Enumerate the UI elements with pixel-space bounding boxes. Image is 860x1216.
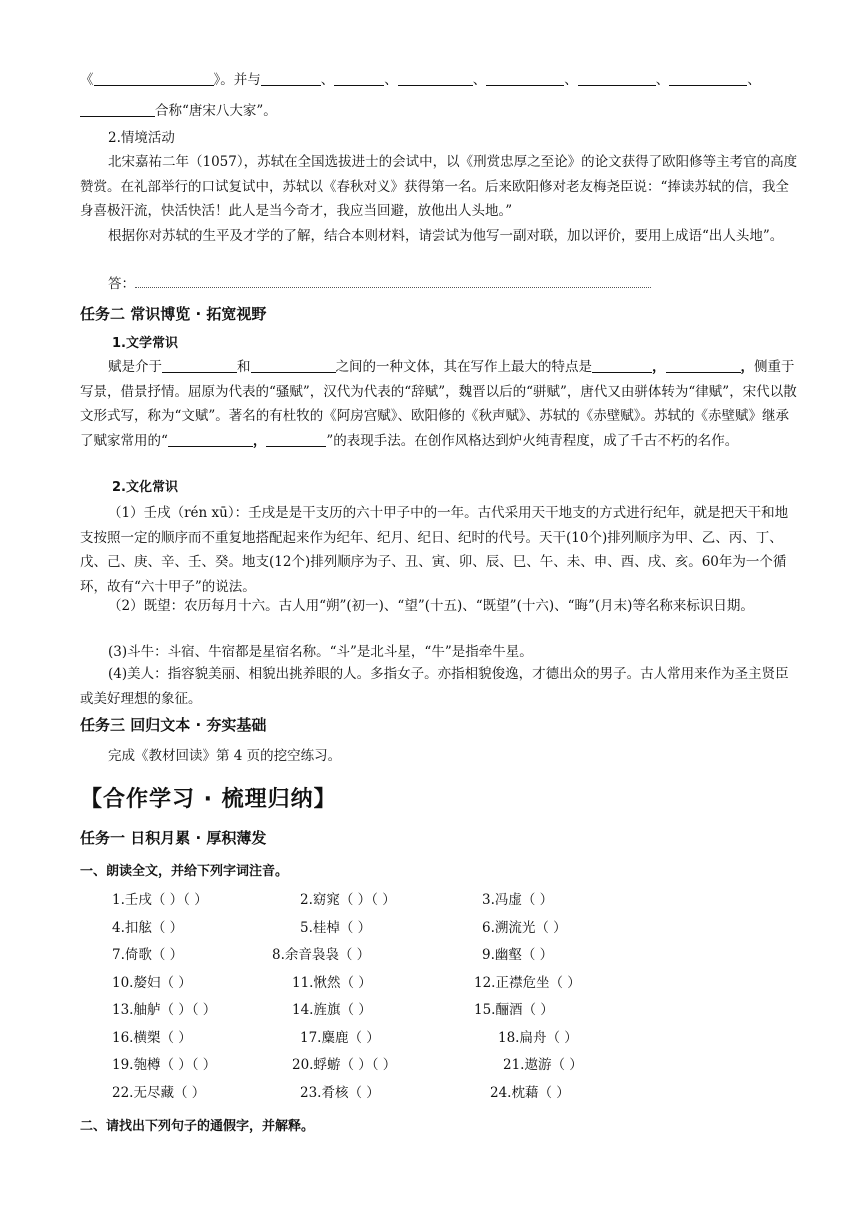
- fill-blank[interactable]: [94, 71, 214, 86]
- vocab-item[interactable]: 4.扣舷（ ）: [112, 920, 184, 936]
- fill-blank[interactable]: [486, 71, 564, 86]
- fill-blank[interactable]: [266, 432, 326, 447]
- fill-blank[interactable]: [592, 358, 652, 373]
- fill-blank[interactable]: [398, 71, 473, 86]
- task2-title: 任务二 常识博览 · 拓宽视野: [80, 305, 267, 323]
- vocab-item[interactable]: 22.无尽藏（ ）: [112, 1085, 206, 1101]
- fill-blank[interactable]: [334, 71, 384, 86]
- vocab-item[interactable]: 20.蜉蝣（ ）（ ）: [292, 1057, 397, 1073]
- fill-blank[interactable]: [669, 71, 747, 86]
- fill-blank[interactable]: [578, 71, 656, 86]
- task3-text: 完成《教材回读》第 4 页的挖空练习。: [108, 748, 342, 764]
- question-2: 二、请找出下列句子的通假字，并解释。: [80, 1119, 315, 1134]
- vocab-item[interactable]: 12.正襟危坐（ ）: [474, 975, 581, 991]
- vocab-item[interactable]: 15.酾酒（ ）: [474, 1002, 554, 1018]
- vocab-item[interactable]: 1.壬戌（ ）（ ）: [112, 892, 208, 908]
- literature-heading: 1.文学常识: [112, 336, 178, 351]
- vocab-item[interactable]: 21.遨游（ ）: [503, 1057, 583, 1073]
- situation-paragraph-2: 根据你对苏轼的生平及才学的了解，结合本则材料，请尝试为他写一副对联，加以评价，要用上成语“出人头地”。: [108, 228, 784, 244]
- answer-blank[interactable]: [135, 275, 651, 288]
- culture-item-1: （1）壬戌（rén xū）：壬戌是是干支历的六十甲子中的一年。古代采用天干地支的方式进行纪年，就是把天干和地支按照一定的顺序而不重复地搭配起来作为纪年、纪月、纪日、纪时的代号。天干(10个)排列顺序为甲、乙、丙、丁、戊、己、庚、辛、壬、癸。地支(12个)排列顺序为子、丑、寅、卯、辰、巳、午、未、申、酉、戌、亥。60年为一个循环，故有“六十甲子”的说法。: [80, 505, 789, 595]
- vocab-item[interactable]: 17.麋鹿（ ）: [300, 1030, 380, 1046]
- culture-item-4: (4)美人：指容貌美丽、相貌出挑养眼的人。多指女子。亦指相貌俊逸，才德出众的男子。古人常用来作为圣主贤臣或美好理想的象征。: [80, 666, 789, 707]
- vocab-item[interactable]: 7.倚歌（ ）: [112, 947, 184, 963]
- vocab-item[interactable]: 2.窈窕（ ）（ ）: [300, 892, 396, 908]
- coop-task1-title: 任务一 日积月累 · 厚积薄发: [80, 829, 267, 847]
- situation-paragraph-1: 北宋嘉祐二年（1057），苏轼在全国选拔进士的会试中，以《刑赏忠厚之至论》的论文获得了欧阳修等主考官的高度赞赏。在礼部举行的口试复试中，苏轼以《春秋对义》获得第一名。后来欧阳修对老友梅尧臣说：“捧读苏轼的信，我全身喜极汗流，快活快活！此人是当今奇才，我应当回避，放他出人头地。”: [80, 154, 798, 219]
- intro-line-2: 合称“唐宋八大家”。: [80, 99, 800, 124]
- culture-item-2: （2）既望：农历每月十六。古人用“朔”(初一)、“望”(十五)、“既望”(十六)、“晦”(月末)等名称来标识日期。: [108, 598, 754, 614]
- fill-blank[interactable]: [261, 71, 321, 86]
- fill-blank[interactable]: [168, 432, 253, 447]
- vocab-item[interactable]: 11.愀然（ ）: [292, 975, 372, 991]
- fill-blank[interactable]: [80, 102, 155, 117]
- vocab-item[interactable]: 13.舳舻（ ）（ ）: [112, 1002, 217, 1018]
- vocab-item[interactable]: 5.桂棹（ ）: [300, 920, 372, 936]
- fill-blank[interactable]: [251, 358, 336, 373]
- fill-blank[interactable]: [666, 358, 741, 373]
- vocab-item[interactable]: 10.嫠妇（ ）: [112, 975, 192, 991]
- vocab-item[interactable]: 8.余音袅袅（ ）: [272, 947, 371, 963]
- question-1: 一、朗读全文，并给下列字词注音。: [80, 864, 289, 879]
- culture-item-3: (3)斗牛：斗宿、牛宿都是星宿名称。“斗”是北斗星，“牛”是指牵牛星。: [108, 644, 533, 660]
- answer-line: 答：: [80, 272, 800, 297]
- vocab-item[interactable]: 14.旌旗（ ）: [292, 1002, 372, 1018]
- vocab-item[interactable]: 16.横槊（ ）: [112, 1030, 192, 1046]
- task3-title: 任务三 回归文本 · 夯实基础: [80, 716, 267, 734]
- situation-heading: 2.情境活动: [108, 130, 175, 146]
- vocab-item[interactable]: 3.冯虚（ ）: [482, 892, 554, 908]
- vocab-item[interactable]: 24.枕藉（ ）: [490, 1085, 570, 1101]
- intro-line-1: 《 》。并与 、 、 、 、 、 、: [80, 72, 761, 88]
- vocab-item[interactable]: 6.溯流光（ ）: [482, 920, 567, 936]
- vocab-item[interactable]: 9.幽壑（ ）: [482, 947, 554, 963]
- literature-paragraph: 赋是介于 和 之间的一种文体，其在写作上最大的特点是 ， ，侧重于写景，借景抒情。屈原为代表的“骚赋”，汉代为代表的“辞赋”，魏晋以后的“骈赋”，唐代又由骈体转为“律赋”，宋代以散文形式写，称为“文赋”。著名的有杜牧的《阿房宫赋》、欧阳修的《秋声赋》、苏轼的《赤壁赋》。苏轼的《赤壁赋》继承了赋家常用的“ ， ”的表现手法。在创作风格达到炉火纯青程度，成了千古不朽的名作。: [80, 359, 797, 449]
- section-title: 【合作学习 · 梳理归纳】: [80, 787, 337, 812]
- culture-heading: 2.文化常识: [112, 480, 178, 495]
- vocab-item[interactable]: 18.扁舟（ ）: [498, 1030, 578, 1046]
- fill-blank[interactable]: [162, 358, 237, 373]
- vocab-item[interactable]: 23.肴核（ ）: [300, 1085, 380, 1101]
- vocab-item[interactable]: 19.匏樽（ ）（ ）: [112, 1057, 217, 1073]
